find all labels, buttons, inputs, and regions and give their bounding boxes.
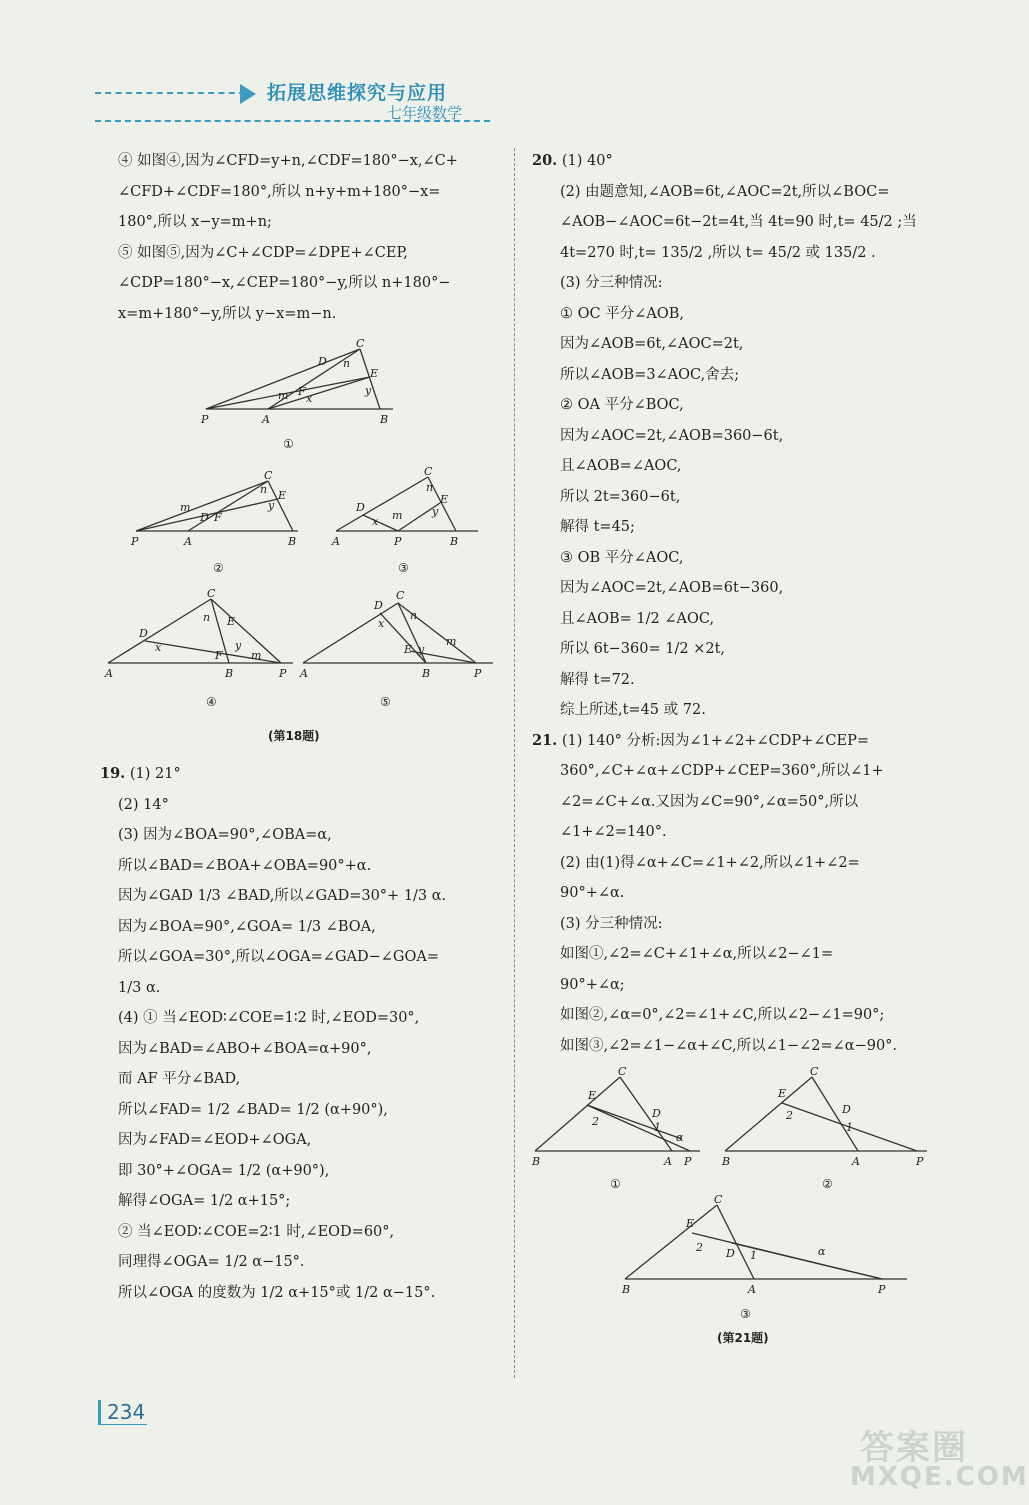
svg-text:P: P bbox=[394, 535, 402, 548]
text-line: 因为∠AOB=6t,∠AOC=2t, bbox=[560, 336, 744, 352]
text-line: 而 AF 平分∠BAD, bbox=[118, 1071, 241, 1087]
svg-text:C: C bbox=[396, 589, 405, 602]
text-line: 因为∠BOA=90°,∠GOA= 1/3 ∠BOA, bbox=[118, 918, 376, 935]
text-line: 21. (1) 140° 分析:因为∠1+∠2+∠CDP+∠CEP= bbox=[532, 731, 869, 749]
text-line: 解得 t=45; bbox=[560, 519, 635, 535]
svg-text:y: y bbox=[268, 499, 275, 512]
svg-text:E: E bbox=[227, 615, 236, 628]
svg-text:C: C bbox=[618, 1065, 627, 1078]
svg-text:y: y bbox=[235, 639, 242, 652]
figure-21-2 bbox=[722, 1065, 932, 1169]
text-line: 180°,所以 x−y=m+n; bbox=[118, 214, 272, 230]
svg-text:E: E bbox=[370, 367, 379, 380]
figure-label: ③ bbox=[398, 561, 409, 575]
text-line: 所以∠FAD= 1/2 ∠BAD= 1/2 (α+90°), bbox=[118, 1101, 388, 1118]
text-line: ② OA 平分∠BOC, bbox=[560, 397, 684, 413]
svg-text:A: A bbox=[105, 667, 113, 680]
figure-label: ① bbox=[283, 437, 294, 451]
svg-text:2: 2 bbox=[696, 1241, 703, 1254]
page-number: 234 bbox=[98, 1400, 147, 1425]
text-line: 90°+∠α. bbox=[560, 885, 625, 901]
figure-21-1 bbox=[532, 1065, 712, 1169]
svg-text:B: B bbox=[532, 1155, 541, 1168]
figure-caption: (第21题) bbox=[717, 1331, 769, 1345]
svg-text:P: P bbox=[279, 667, 287, 680]
svg-text:D: D bbox=[139, 627, 148, 640]
text-line: 如图①,∠2=∠C+∠1+∠α,所以∠2−∠1= bbox=[560, 946, 834, 962]
text-line: 所以 6t−360= 1/2 ×2t, bbox=[560, 641, 726, 657]
svg-text:E: E bbox=[588, 1089, 597, 1102]
text-line: (2) 由题意知,∠AOB=6t,∠AOC=2t,所以∠BOC= bbox=[560, 183, 890, 200]
text-line: 且∠AOB=∠AOC, bbox=[560, 458, 682, 474]
svg-text:A: A bbox=[300, 667, 308, 680]
svg-text:m: m bbox=[392, 509, 403, 522]
figure-18-4 bbox=[103, 587, 298, 681]
svg-text:x: x bbox=[372, 515, 379, 528]
text-line: ∠CFD+∠CDF=180°,所以 n+y+m+180°−x= bbox=[118, 183, 441, 200]
text-line: 且∠AOB= 1/2 ∠AOC, bbox=[560, 610, 715, 627]
svg-text:A: A bbox=[748, 1283, 756, 1296]
svg-text:y: y bbox=[432, 505, 439, 518]
svg-text:y: y bbox=[418, 643, 425, 656]
svg-text:D: D bbox=[374, 599, 383, 612]
column-divider bbox=[514, 148, 515, 1378]
text-line: 因为∠AOC=2t,∠AOB=6t−360, bbox=[560, 580, 784, 596]
text-line: ∠CDP=180°−x,∠CEP=180°−y,所以 n+180°− bbox=[118, 275, 451, 291]
text-line: 19. (1) 21° bbox=[100, 765, 181, 782]
left-column bbox=[100, 146, 503, 1308]
figure-label: ③ bbox=[740, 1307, 751, 1321]
svg-text:F: F bbox=[214, 511, 222, 524]
text-line: 1/3 α. bbox=[118, 979, 161, 996]
question-number: 19. bbox=[100, 765, 126, 782]
figure-label: ① bbox=[610, 1177, 621, 1191]
svg-text:m: m bbox=[446, 635, 457, 648]
svg-text:n: n bbox=[260, 483, 268, 496]
svg-text:B: B bbox=[622, 1283, 631, 1296]
text-line: ④ 如图④,因为∠CFD=y+n,∠CDF=180°−x,∠C+ bbox=[118, 153, 458, 169]
text-line: 综上所述,t=45 或 72. bbox=[560, 702, 706, 718]
svg-text:P: P bbox=[878, 1283, 886, 1296]
svg-text:B: B bbox=[722, 1155, 731, 1168]
svg-text:C: C bbox=[810, 1065, 819, 1078]
svg-text:1: 1 bbox=[654, 1121, 661, 1134]
right-column bbox=[532, 146, 932, 1351]
svg-text:P: P bbox=[916, 1155, 924, 1168]
svg-text:P: P bbox=[131, 535, 139, 548]
svg-text:x: x bbox=[378, 617, 385, 630]
svg-text:A: A bbox=[262, 413, 270, 426]
svg-text:A: A bbox=[184, 535, 192, 548]
figure-21 bbox=[532, 1061, 932, 1351]
text-line: ⑤ 如图⑤,因为∠C+∠CDP=∠DPE+∠CEP, bbox=[118, 244, 408, 261]
text-line: 20. (1) 40° bbox=[532, 152, 613, 169]
header-underline bbox=[95, 120, 490, 122]
figure-label: ④ bbox=[206, 695, 217, 709]
figure-18-3 bbox=[328, 465, 488, 549]
svg-text:1: 1 bbox=[846, 1121, 853, 1134]
svg-text:C: C bbox=[424, 465, 433, 478]
text-line: 因为∠BAD=∠ABO+∠BOA=α+90°, bbox=[118, 1040, 372, 1057]
text-line: 如图②,∠α=0°,∠2=∠1+∠C,所以∠2−∠1=90°; bbox=[560, 1007, 885, 1023]
text-line: ① OC 平分∠AOB, bbox=[560, 305, 684, 322]
text-line: 解得∠OGA= 1/2 α+15°; bbox=[118, 1193, 291, 1209]
svg-text:n: n bbox=[343, 357, 351, 370]
text-line: ∠1+∠2=140°. bbox=[560, 824, 667, 840]
text-line: 所以∠GOA=30°,所以∠OGA=∠GAD−∠GOA= bbox=[118, 949, 440, 965]
svg-text:y: y bbox=[365, 384, 372, 397]
figure-21-3 bbox=[622, 1193, 912, 1297]
text-line: 360°,∠C+∠α+∠CDP+∠CEP=360°,所以∠1+ bbox=[560, 763, 884, 779]
svg-text:F: F bbox=[215, 649, 223, 662]
svg-text:D: D bbox=[652, 1107, 661, 1120]
text-line: 如图③,∠2=∠1−∠α+∠C,所以∠1−∠2=∠α−90°. bbox=[560, 1037, 898, 1054]
text-line: (3) 分三种情况: bbox=[560, 915, 663, 932]
text-line: 90°+∠α; bbox=[560, 976, 625, 993]
header-dashed-line bbox=[95, 92, 245, 94]
svg-text:D: D bbox=[318, 355, 327, 368]
text-line: 即 30°+∠OGA= 1/2 (α+90°), bbox=[118, 1162, 330, 1179]
text-line: 因为∠FAD=∠EOD+∠OGA, bbox=[118, 1132, 312, 1148]
svg-text:P: P bbox=[474, 667, 482, 680]
svg-text:E: E bbox=[404, 643, 413, 656]
figure-caption: (第18题) bbox=[268, 729, 320, 743]
text-line: (2) 由(1)得∠α+∠C=∠1+∠2,所以∠1+∠2= bbox=[560, 854, 860, 871]
question-number: 20. bbox=[532, 152, 558, 169]
svg-text:n: n bbox=[410, 609, 418, 622]
svg-text:m: m bbox=[278, 389, 289, 402]
question-number: 21. bbox=[532, 731, 558, 749]
figure-label: ② bbox=[213, 561, 224, 575]
text-line: x=m+180°−y,所以 y−x=m−n. bbox=[118, 305, 337, 322]
text-line: 因为∠GAD 1/3 ∠BAD,所以∠GAD=30°+ 1/3 α. bbox=[118, 888, 447, 904]
svg-text:C: C bbox=[714, 1193, 723, 1206]
svg-text:B: B bbox=[422, 667, 431, 680]
text-line: 所以∠BAD=∠BOA+∠OBA=90°+α. bbox=[118, 857, 372, 874]
svg-text:A: A bbox=[664, 1155, 672, 1168]
text-line: ③ OB 平分∠AOC, bbox=[560, 549, 684, 566]
text-line: ∠AOB−∠AOC=6t−2t=4t,当 4t=90 时,t= 45/2 ;当 bbox=[560, 214, 917, 230]
grade-label: 七年级数学 bbox=[387, 104, 463, 122]
figure-18-1 bbox=[198, 337, 398, 427]
text-line: 所以∠OGA 的度数为 1/2 α+15°或 1/2 α−15°. bbox=[118, 1284, 436, 1301]
svg-text:E: E bbox=[278, 489, 287, 502]
figure-18-2 bbox=[128, 469, 303, 549]
svg-text:n: n bbox=[426, 481, 434, 494]
svg-text:D: D bbox=[356, 501, 365, 514]
text-line: ∠2=∠C+∠α.又因为∠C=90°,∠α=50°,所以 bbox=[560, 793, 859, 810]
figure-label: ⑤ bbox=[380, 695, 391, 709]
svg-text:A: A bbox=[852, 1155, 860, 1168]
svg-text:D: D bbox=[842, 1103, 851, 1116]
svg-text:n: n bbox=[203, 611, 211, 624]
page-header bbox=[95, 76, 490, 124]
svg-text:B: B bbox=[380, 413, 389, 426]
svg-text:1: 1 bbox=[750, 1249, 757, 1262]
text-line: 因为∠AOC=2t,∠AOB=360−6t, bbox=[560, 427, 784, 444]
svg-text:A: A bbox=[332, 535, 340, 548]
svg-text:E: E bbox=[440, 493, 449, 506]
svg-text:E: E bbox=[778, 1087, 787, 1100]
text-line: (2) 14° bbox=[118, 796, 169, 813]
svg-text:D: D bbox=[200, 511, 209, 524]
svg-text:E: E bbox=[686, 1217, 695, 1230]
svg-text:m: m bbox=[251, 649, 262, 662]
watermark-logo: 答案圈 bbox=[860, 1428, 968, 1468]
text-line: (4) ① 当∠EOD∶∠COE=1∶2 时,∠EOD=30°, bbox=[118, 1010, 420, 1026]
text-line: 解得 t=72. bbox=[560, 671, 635, 688]
svg-text:α: α bbox=[818, 1245, 826, 1258]
header-arrow-icon bbox=[240, 84, 256, 104]
figure-18-5 bbox=[298, 591, 498, 681]
book-title: 拓展思维探究与应用 bbox=[267, 82, 448, 104]
text-line: (3) 分三种情况: bbox=[560, 275, 663, 291]
svg-text:α: α bbox=[676, 1131, 684, 1144]
watermark-url: MXQE.COM bbox=[850, 1462, 1029, 1492]
svg-text:2: 2 bbox=[592, 1115, 599, 1128]
text-line: (3) 因为∠BOA=90°,∠OBA=α, bbox=[118, 827, 332, 843]
text-line: ② 当∠EOD∶∠COE=2∶1 时,∠EOD=60°, bbox=[118, 1223, 395, 1240]
svg-text:m: m bbox=[180, 501, 191, 514]
svg-text:P: P bbox=[201, 413, 209, 426]
svg-text:x: x bbox=[155, 641, 162, 654]
svg-text:B: B bbox=[225, 667, 234, 680]
svg-text:F: F bbox=[298, 385, 306, 398]
svg-text:x: x bbox=[306, 392, 313, 405]
svg-text:C: C bbox=[264, 469, 273, 482]
svg-text:P: P bbox=[684, 1155, 692, 1168]
svg-text:B: B bbox=[288, 535, 297, 548]
text-line: 4t=270 时,t= 135/2 ,所以 t= 45/2 或 135/2 . bbox=[560, 244, 876, 261]
text-line: 所以∠AOB=3∠AOC,舍去; bbox=[560, 366, 740, 383]
figure-18 bbox=[105, 329, 503, 759]
svg-text:B: B bbox=[450, 535, 459, 548]
figure-label: ② bbox=[822, 1177, 833, 1191]
svg-text:D: D bbox=[726, 1247, 735, 1260]
text-line: 所以 2t=360−6t, bbox=[560, 488, 681, 505]
text-line: 同理得∠OGA= 1/2 α−15°. bbox=[118, 1254, 305, 1270]
svg-text:C: C bbox=[356, 337, 365, 350]
svg-text:C: C bbox=[207, 587, 216, 600]
svg-text:2: 2 bbox=[786, 1109, 793, 1122]
